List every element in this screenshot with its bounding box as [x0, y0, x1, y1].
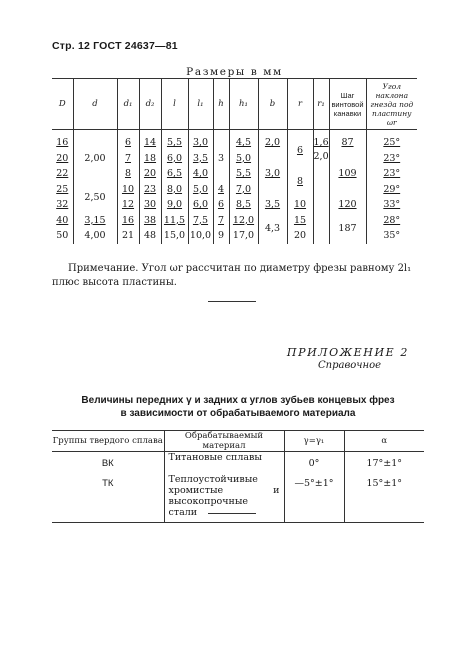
col-header: l₁: [188, 79, 213, 130]
cell: 38: [139, 213, 161, 229]
col-header: d: [73, 79, 117, 130]
col-header: D: [52, 79, 73, 130]
cell: 25: [56, 183, 69, 195]
cell: 8,0: [161, 182, 188, 198]
cell: 16: [56, 137, 69, 149]
cell: 23°: [366, 151, 417, 167]
divider: [208, 301, 256, 302]
cell: 6,0: [188, 197, 213, 213]
cell: 8: [117, 166, 139, 182]
table2-title-line2: в зависимости от обрабатываемого материала: [120, 408, 356, 419]
cell: 3,5: [258, 197, 287, 213]
table-row: [52, 213, 417, 229]
angles-table: [52, 430, 424, 523]
col-header: d₁: [117, 79, 139, 130]
cell: 2,0: [313, 151, 329, 213]
cell: 2,50: [73, 182, 117, 213]
cell: 3,0: [188, 135, 213, 151]
cell: 6,0: [161, 151, 188, 167]
cell: 20: [139, 166, 161, 182]
cell: 187: [329, 213, 366, 244]
cell: 10: [287, 197, 313, 213]
cell: 8: [287, 166, 313, 197]
table-row: [52, 135, 417, 151]
cell: 12,0: [229, 213, 258, 229]
table2-title: [52, 394, 424, 420]
col-header: h: [213, 79, 229, 130]
appendix-title: ПРИЛОЖЕНИЕ 2: [286, 346, 409, 359]
cell: 20: [287, 228, 313, 244]
col-header: d₂: [139, 79, 161, 130]
col-header: Группы твердого сплава: [52, 431, 164, 452]
cell: 15°±1°: [344, 474, 424, 523]
cell: 22: [56, 168, 69, 180]
col-header: γ=γ₁: [284, 431, 344, 452]
page-header: Стр. 12 ГОСТ 24637—81: [52, 40, 178, 52]
cell: 50: [56, 230, 69, 242]
cell: 15,0: [161, 228, 188, 244]
cell: 3,5: [188, 151, 213, 167]
cell: —5°±1°: [284, 474, 344, 523]
table2-title-line1: Величины передних γ и задних α углов зубьев концевых фрез: [81, 395, 395, 406]
cell: 109: [329, 151, 366, 198]
cell: 9,0: [161, 197, 188, 213]
cell: 7,0: [229, 182, 258, 198]
cell: ВК: [101, 458, 114, 469]
col-header: Угол наклона гнезда под пластину ωr: [366, 79, 417, 130]
cell: 23°: [366, 166, 417, 182]
cell: [313, 213, 329, 244]
cell: 3: [213, 135, 229, 182]
cell: 20: [56, 152, 69, 164]
col-header: h₁: [229, 79, 258, 130]
cell: 4,5: [229, 135, 258, 151]
cell: 5,5: [161, 135, 188, 151]
cell: 3,15: [73, 213, 117, 229]
cell: 33°: [366, 197, 417, 213]
cell: 23: [139, 182, 161, 198]
divider: [208, 513, 256, 514]
cell: 11,5: [161, 213, 188, 229]
cell: 12: [117, 197, 139, 213]
cell: 8,5: [229, 197, 258, 213]
cell: 17°±1°: [344, 452, 424, 474]
col-header: l: [161, 79, 188, 130]
cell: 5,0: [188, 182, 213, 198]
cell: 35°: [366, 228, 417, 244]
cell: 14: [139, 135, 161, 151]
appendix-subtitle: Справочное: [318, 360, 382, 371]
cell: 6,5: [161, 166, 188, 182]
col-header: Шаг винтовой канавки: [329, 79, 366, 130]
cell: 4: [213, 182, 229, 198]
cell: 18: [139, 151, 161, 167]
cell: 4,3: [258, 213, 287, 244]
cell: 4,0: [188, 166, 213, 182]
cell: 25°: [366, 135, 417, 151]
table2-header-row: [52, 431, 424, 452]
cell: 17,0: [229, 228, 258, 244]
col-header: Обрабатываемый материал: [164, 431, 284, 452]
table-row: [52, 452, 424, 474]
cell: 10: [117, 182, 139, 198]
table1-caption: Размеры в мм: [186, 66, 283, 78]
cell: 7,5: [188, 213, 213, 229]
cell: 32: [56, 199, 69, 211]
cell: 4,00: [73, 228, 117, 244]
cell: 29°: [366, 182, 417, 198]
col-header: r: [287, 79, 313, 130]
cell: 21: [117, 228, 139, 244]
cell: 16: [117, 213, 139, 229]
cell: 7: [213, 213, 229, 229]
cell: Теплоустойчивые хромистые и высокопрочные стали: [164, 474, 284, 523]
cell: 1,6: [313, 135, 329, 151]
cell: Титановые сплавы: [164, 452, 284, 474]
cell: 40: [56, 214, 69, 226]
cell: 2,00: [73, 135, 117, 182]
table1-header-row: [52, 79, 417, 130]
cell: ТК: [52, 474, 164, 523]
table-note: Примечание. Угол ωr рассчитан по диаметру фрезы равному 2l₁ плюс высота пластины.: [52, 263, 412, 288]
cell: 6: [213, 197, 229, 213]
cell: 10,0: [188, 228, 213, 244]
cell: 7: [117, 151, 139, 167]
cell: 6: [117, 135, 139, 151]
col-header: r₁: [313, 79, 329, 130]
table-row: [52, 474, 424, 523]
cell: 120: [329, 197, 366, 213]
cell: 87: [329, 135, 366, 151]
cell: 48: [139, 228, 161, 244]
col-header: b: [258, 79, 287, 130]
cell: 5,0: [229, 151, 258, 167]
cell: 9: [213, 228, 229, 244]
cell: 5,5: [229, 166, 258, 182]
dimensions-table: [52, 78, 417, 244]
cell: 6: [287, 135, 313, 166]
cell: 28°: [366, 213, 417, 229]
cell: 3,0: [258, 151, 287, 198]
cell: 30: [139, 197, 161, 213]
cell: 2,0: [258, 135, 287, 151]
col-header: α: [344, 431, 424, 452]
cell: 0°: [284, 452, 344, 474]
cell: 15: [287, 213, 313, 229]
